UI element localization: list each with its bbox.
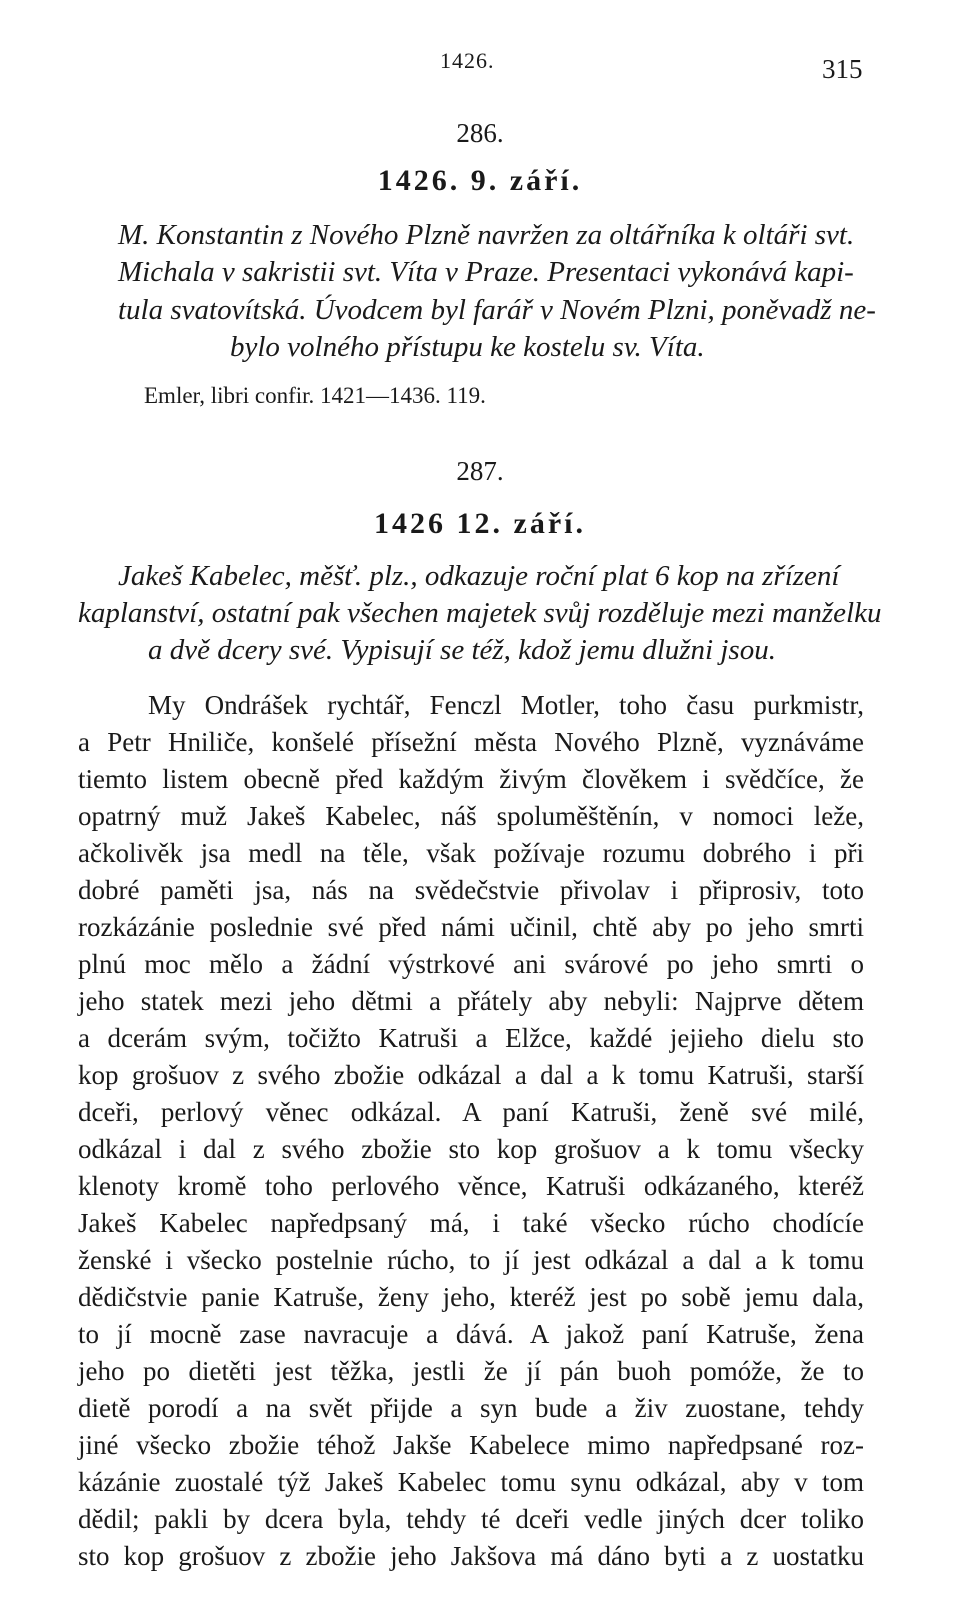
text-line: odkázal i dal z svého zbožie sto kop grošuov a k tomu všecky	[78, 1134, 864, 1164]
running-header	[0, 48, 960, 88]
document-date: 1426. 9. září.	[377, 164, 583, 197]
text-line: plnú moc mělo a žádní výstrkové ani svárové po jeho smrti o	[78, 949, 864, 979]
text-line: opatrný muž Jakeš Kabelec, náš spoluměštěnín, v nomoci leže,	[78, 801, 864, 831]
page-number: 315	[822, 54, 863, 84]
regest-line: kaplanství, ostatní pak všechen majetek svůj rozděluje mezi manželku	[78, 597, 882, 629]
text-line: dietě porodí a na svět přijde a syn bude a živ zuostane, tehdy	[78, 1393, 864, 1423]
text-line: kázánie zuostalé týž Jakeš Kabelec tomu synu odkázal, aby v tom	[78, 1467, 864, 1497]
text-line: dobré paměti jsa, nás na svědečstvie přivolav i připrosiv, toto	[78, 875, 864, 905]
text-line: Jakeš Kabelec napředpsaný má, i také všecko rúcho chodícíe	[78, 1208, 864, 1238]
regest-line: Jakeš Kabelec, měšť. plz., odkazuje roční plat 6 kop na zřízení	[118, 560, 840, 592]
text-line: My Ondrášek rychtář, Fenczl Motler, toho času purkmistr,	[148, 690, 864, 720]
text-line: rozkázánie poslednie své před námi učinil, chtě aby po jeho smrti	[78, 912, 864, 942]
text-line: kop grošuov z svého zbožie odkázal a dal a k tomu Katruši, starší	[78, 1060, 864, 1090]
text-line: dědil; pakli by dcera byla, tehdy té dceři vedle jiných dcer toliko	[78, 1504, 864, 1534]
document-number: 287.	[456, 456, 504, 486]
regest-line: a dvě dcery své. Vypisují se též, kdož jemu dlužni jsou.	[148, 634, 776, 666]
text-line: to jí mocně zase navracuje a dává. A jakož paní Katruše, žena	[78, 1319, 864, 1349]
source-citation: Emler, libri confir. 1421—1436. 119.	[144, 383, 486, 408]
regest-line: bylo volného přístupu ke kostelu sv. Víta.	[230, 331, 705, 363]
regest-line: tula svatovítská. Úvodcem byl farář v Novém Plzni, poněvadž ne-	[118, 294, 876, 326]
text-line: a Petr Hniliče, konšelé přísežní města Nového Plzně, vyznáváme	[78, 727, 864, 757]
text-line: jeho statek mezi jeho dětmi a přátely aby nebyli: Najprve dětem	[78, 986, 864, 1016]
text-line: a dcerám svým, točižto Katruši a Elžce, každé jejieho dielu sto	[78, 1023, 864, 1053]
text-line: jeho po dietěti jest těžka, jestli že jí pán buoh pomóže, že to	[78, 1356, 864, 1386]
text-line: dceři, perlový věnec odkázal. A paní Katruši, ženě své milé,	[78, 1097, 864, 1127]
text-line: ačkolivěk jsa medl na těle, však požívaje rozumu dobrého i při	[78, 838, 864, 868]
document-date: 1426 12. září.	[374, 507, 586, 540]
text-line: tiemto listem obecně před každým živým člověkem i svědčíce, že	[78, 764, 864, 794]
regest-line: Michala v sakristii svt. Víta v Praze. Presentaci vykonává kapi-	[118, 256, 854, 288]
text-line: jiné všecko zbožie téhož Jakše Kabelece mimo napředpsané roz-	[78, 1430, 864, 1460]
header-year: 1426.	[440, 48, 495, 73]
regest-line: M. Konstantin z Nového Plzně navržen za oltářníka k oltáři svt.	[118, 219, 855, 251]
text-line: ženské i všecko postelnie rúcho, to jí jest odkázal a dal a k tomu	[78, 1245, 864, 1275]
text-line: sto kop grošuov z zbožie jeho Jakšova má dáno byti a z uostatku	[78, 1541, 864, 1571]
text-line: dědičstvie panie Katruše, ženy jeho, kteréž jest po sobě jemu dala,	[78, 1282, 864, 1312]
document-number: 286.	[456, 118, 504, 148]
text-line: klenoty kromě toho perlového věnce, Katruši odkázaného, kteréž	[78, 1171, 864, 1201]
